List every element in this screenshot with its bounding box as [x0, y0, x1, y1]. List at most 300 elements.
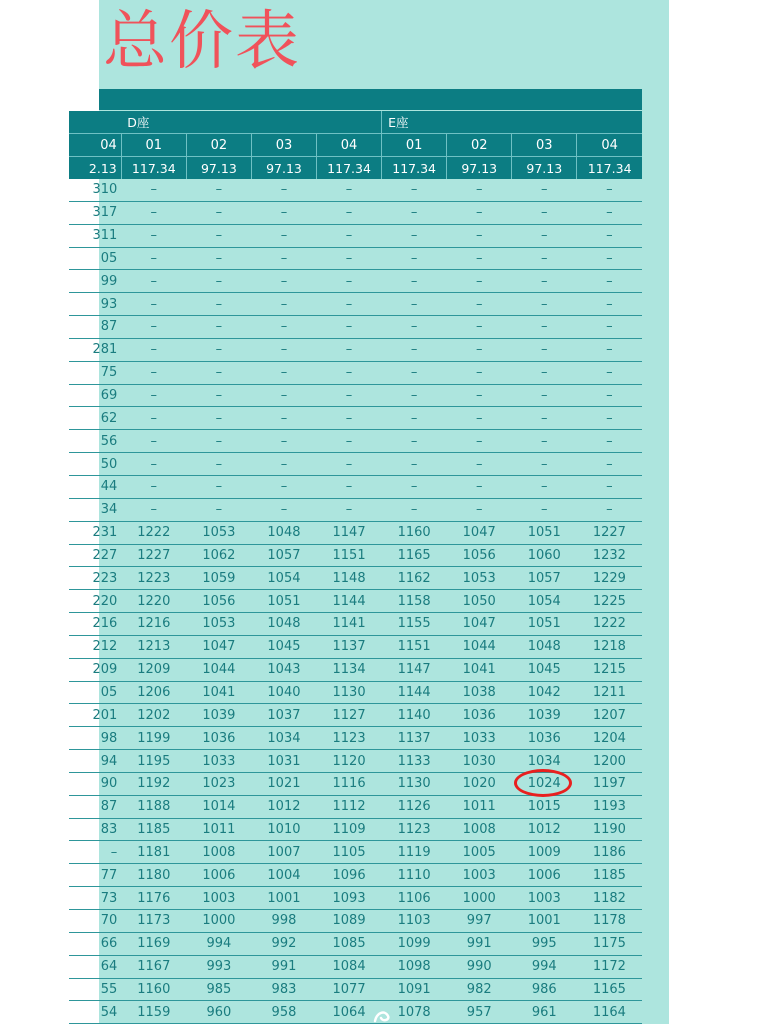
price-document: [88, 0, 669, 1024]
price-cell: 990: [447, 955, 512, 978]
price-cell: 1130: [382, 772, 447, 795]
row-label-cell: 99: [69, 270, 121, 293]
price-cell: –: [186, 407, 251, 430]
area-row: [69, 157, 642, 180]
price-cell: 1098: [382, 955, 447, 978]
table-row: [69, 498, 642, 521]
row-label-cell: 77: [69, 864, 121, 887]
price-cell: 1193: [577, 795, 642, 818]
price-cell: 1033: [186, 750, 251, 773]
table-row: [69, 544, 642, 567]
price-cell: 1155: [382, 613, 447, 636]
price-cell: –: [577, 475, 642, 498]
price-cell: –: [447, 338, 512, 361]
table-row: [69, 932, 642, 955]
price-cell: –: [317, 384, 382, 407]
price-cell: –: [577, 384, 642, 407]
price-cell: 1144: [317, 590, 382, 613]
price-cell: 1160: [121, 978, 186, 1001]
price-cell: –: [382, 201, 447, 224]
price-cell: 1173: [121, 910, 186, 933]
price-cell: 1030: [447, 750, 512, 773]
price-cell: 1012: [512, 818, 577, 841]
table-row: [69, 613, 642, 636]
price-cell: –: [186, 179, 251, 201]
table-row: [69, 887, 642, 910]
table-row: [69, 338, 642, 361]
price-cell: 991: [251, 955, 316, 978]
price-cell: 1099: [382, 932, 447, 955]
price-cell: –: [447, 179, 512, 201]
price-cell: [512, 772, 577, 795]
price-cell: 1047: [186, 635, 251, 658]
price-cell: 1204: [577, 727, 642, 750]
price-cell: –: [382, 453, 447, 476]
area-header-cell: 117.34: [121, 157, 186, 180]
price-cell: 1106: [382, 887, 447, 910]
price-cell: 1009: [512, 841, 577, 864]
price-cell: –: [121, 270, 186, 293]
red-circle-annotation: [514, 769, 572, 797]
price-cell: –: [382, 316, 447, 339]
price-cell: –: [251, 338, 316, 361]
row-label-cell: 94: [69, 750, 121, 773]
group-e: [382, 111, 642, 134]
price-cell: –: [512, 475, 577, 498]
price-cell: –: [382, 361, 447, 384]
price-cell: –: [317, 361, 382, 384]
price-cell: –: [251, 224, 316, 247]
price-cell: –: [447, 361, 512, 384]
price-cell: –: [577, 407, 642, 430]
price-cell: 1165: [382, 544, 447, 567]
price-cell: 1050: [447, 590, 512, 613]
price-cell: 1044: [447, 635, 512, 658]
price-cell: –: [512, 270, 577, 293]
price-cell: –: [186, 224, 251, 247]
price-cell: –: [512, 179, 577, 201]
price-cell: 1178: [577, 910, 642, 933]
price-cell: 998: [251, 910, 316, 933]
price-cell: 1227: [121, 544, 186, 567]
price-cell: 1109: [317, 818, 382, 841]
area-header-cell: 117.34: [577, 157, 642, 180]
table-row: [69, 750, 642, 773]
price-cell: 1001: [251, 887, 316, 910]
price-cell: 994: [512, 955, 577, 978]
price-cell: 1043: [251, 658, 316, 681]
price-cell: 1054: [512, 590, 577, 613]
price-cell: 1006: [186, 864, 251, 887]
row-label-cell: 75: [69, 361, 121, 384]
price-cell: –: [251, 384, 316, 407]
row-label-cell: 05: [69, 681, 121, 704]
price-cell: –: [512, 453, 577, 476]
price-cell: 1225: [577, 590, 642, 613]
table-row: [69, 247, 642, 270]
price-cell: 1207: [577, 704, 642, 727]
price-cell: 1011: [186, 818, 251, 841]
price-cell: 1048: [251, 521, 316, 544]
price-cell: –: [382, 270, 447, 293]
price-cell: 1008: [186, 841, 251, 864]
price-cell: 1229: [577, 567, 642, 590]
area-header-cell: 97.13: [251, 157, 316, 180]
price-cell: –: [317, 475, 382, 498]
price-cell: –: [317, 407, 382, 430]
table-row: [69, 795, 642, 818]
price-cell: 985: [186, 978, 251, 1001]
row-label-cell: 62: [69, 407, 121, 430]
price-cell: 1091: [382, 978, 447, 1001]
row-label-cell: 73: [69, 887, 121, 910]
price-cell: 1180: [121, 864, 186, 887]
unit-header-cell: 01: [382, 134, 447, 157]
price-cell: 1015: [512, 795, 577, 818]
row-label-cell: 87: [69, 795, 121, 818]
price-cell: –: [251, 247, 316, 270]
price-cell: 1000: [186, 910, 251, 933]
price-cell: 1093: [317, 887, 382, 910]
price-cell: –: [447, 247, 512, 270]
price-cell: 1096: [317, 864, 382, 887]
price-cell: –: [317, 179, 382, 201]
price-cell: 1041: [447, 658, 512, 681]
price-cell: 1167: [121, 955, 186, 978]
table-row: [69, 1001, 642, 1024]
price-cell: –: [251, 430, 316, 453]
price-cell: 1147: [382, 658, 447, 681]
table-row: [69, 841, 642, 864]
unit-header-cell: 02: [447, 134, 512, 157]
price-cell: 1222: [577, 613, 642, 636]
price-cell: –: [512, 247, 577, 270]
price-cell: 992: [251, 932, 316, 955]
price-cell: 993: [186, 955, 251, 978]
row-label-cell: 69: [69, 384, 121, 407]
table-row: [69, 201, 642, 224]
group-d-label: D座: [127, 115, 150, 130]
price-cell: 1137: [317, 635, 382, 658]
table-row: [69, 864, 642, 887]
table-row: [69, 704, 642, 727]
price-cell: 1130: [317, 681, 382, 704]
price-cell: –: [317, 316, 382, 339]
price-cell: –: [382, 247, 447, 270]
price-cell: 1007: [251, 841, 316, 864]
price-cell: –: [121, 293, 186, 316]
price-cell: 1105: [317, 841, 382, 864]
price-cell: –: [577, 361, 642, 384]
table-row: [69, 270, 642, 293]
price-cell: 1137: [382, 727, 447, 750]
price-cell: 1000: [447, 887, 512, 910]
price-cell: 983: [251, 978, 316, 1001]
price-cell: –: [317, 498, 382, 521]
price-cell: –: [121, 498, 186, 521]
price-cell: –: [121, 475, 186, 498]
price-cell: –: [382, 293, 447, 316]
price-cell: 1126: [382, 795, 447, 818]
price-cell: 1078: [382, 1001, 447, 1024]
highlighted-price: [528, 776, 561, 791]
price-cell: 957: [447, 1001, 512, 1024]
price-cell: –: [447, 224, 512, 247]
price-cell: 1192: [121, 772, 186, 795]
price-cell: –: [382, 179, 447, 201]
price-cell: 1084: [317, 955, 382, 978]
row-label-cell: 201: [69, 704, 121, 727]
row-label-cell: 220: [69, 590, 121, 613]
price-cell: –: [577, 453, 642, 476]
price-cell: 1053: [186, 521, 251, 544]
table-row: [69, 727, 642, 750]
table-row: [69, 681, 642, 704]
price-cell: –: [186, 498, 251, 521]
price-cell: –: [447, 498, 512, 521]
price-cell: 1014: [186, 795, 251, 818]
price-cell: 1003: [447, 864, 512, 887]
area-header-cell: 97.13: [512, 157, 577, 180]
price-cell: –: [577, 270, 642, 293]
price-cell: 1021: [251, 772, 316, 795]
price-cell: –: [447, 384, 512, 407]
price-cell: 1151: [382, 635, 447, 658]
price-cell: 1175: [577, 932, 642, 955]
price-cell: 1045: [512, 658, 577, 681]
price-cell: 1216: [121, 613, 186, 636]
price-cell: 1123: [317, 727, 382, 750]
price-cell: –: [121, 430, 186, 453]
price-cell: 1039: [512, 704, 577, 727]
unit-header-cell: 03: [251, 134, 316, 157]
price-cell: 1054: [251, 567, 316, 590]
price-cell: –: [512, 361, 577, 384]
price-cell: 1036: [512, 727, 577, 750]
table-row: [69, 453, 642, 476]
price-cell: 1232: [577, 544, 642, 567]
area-header-cell: 97.13: [186, 157, 251, 180]
price-cell: –: [447, 407, 512, 430]
price-cell: –: [251, 361, 316, 384]
row-label-cell: 231: [69, 521, 121, 544]
price-cell: 1169: [121, 932, 186, 955]
price-cell: 1116: [317, 772, 382, 795]
row-label-cell: 05: [69, 247, 121, 270]
price-cell: 986: [512, 978, 577, 1001]
price-cell: 1048: [512, 635, 577, 658]
price-cell: –: [317, 270, 382, 293]
table-row: [69, 316, 642, 339]
area-header-cell: 2.13: [69, 157, 121, 180]
price-cell: –: [317, 338, 382, 361]
table-row: [69, 635, 642, 658]
price-cell: –: [186, 293, 251, 316]
price-cell: –: [577, 430, 642, 453]
price-cell: –: [317, 201, 382, 224]
price-cell: 982: [447, 978, 512, 1001]
scribble-mark: [371, 1008, 393, 1024]
row-label-cell: 311: [69, 224, 121, 247]
row-label-cell: 70: [69, 910, 121, 933]
price-cell: –: [186, 361, 251, 384]
price-cell: 1176: [121, 887, 186, 910]
price-cell: 1047: [447, 521, 512, 544]
price-cell: 1120: [317, 750, 382, 773]
unit-header-cell: 04: [317, 134, 382, 157]
price-cell: –: [186, 338, 251, 361]
table-row: [69, 567, 642, 590]
unit-header-cell: 03: [512, 134, 577, 157]
price-cell: 1213: [121, 635, 186, 658]
price-cell: 1185: [121, 818, 186, 841]
price-cell: 1089: [317, 910, 382, 933]
area-header-cell: 117.34: [382, 157, 447, 180]
row-label-cell: 44: [69, 475, 121, 498]
table-row: [69, 384, 642, 407]
price-cell: 1034: [251, 727, 316, 750]
table-row: [69, 224, 642, 247]
price-cell: 1056: [186, 590, 251, 613]
unit-number-row: [69, 134, 642, 157]
price-cell: –: [186, 453, 251, 476]
price-cell: 1036: [447, 704, 512, 727]
unit-header-cell: 04: [577, 134, 642, 157]
price-table: [69, 111, 642, 1024]
row-label-cell: 34: [69, 498, 121, 521]
price-cell: 1008: [447, 818, 512, 841]
price-cell: –: [251, 453, 316, 476]
price-cell: –: [382, 498, 447, 521]
price-cell: 1159: [121, 1001, 186, 1024]
price-cell: 1023: [186, 772, 251, 795]
group-cell-partial: [69, 111, 121, 134]
price-cell: –: [577, 247, 642, 270]
price-cell: –: [251, 407, 316, 430]
price-cell: –: [121, 224, 186, 247]
group-d: [121, 111, 381, 134]
price-cell: 1182: [577, 887, 642, 910]
price-cell: 1123: [382, 818, 447, 841]
price-cell: –: [317, 293, 382, 316]
table-row: [69, 430, 642, 453]
price-cell: 1056: [447, 544, 512, 567]
price-cell: 1195: [121, 750, 186, 773]
group-e-label: E座: [388, 115, 409, 130]
row-label-cell: 98: [69, 727, 121, 750]
price-cell: 1048: [251, 613, 316, 636]
price-cell: 1038: [447, 681, 512, 704]
price-cell: 1148: [317, 567, 382, 590]
table-row: [69, 910, 642, 933]
price-cell: 1200: [577, 750, 642, 773]
price-table-body: [69, 179, 642, 1024]
row-label-cell: 66: [69, 932, 121, 955]
price-cell: –: [317, 453, 382, 476]
price-cell: 1040: [251, 681, 316, 704]
price-cell: –: [512, 293, 577, 316]
row-label-cell: 87: [69, 316, 121, 339]
price-cell: 1003: [512, 887, 577, 910]
price-cell: 1199: [121, 727, 186, 750]
price-cell: –: [512, 338, 577, 361]
price-cell: –: [577, 498, 642, 521]
price-cell: 997: [447, 910, 512, 933]
price-cell: 1010: [251, 818, 316, 841]
price-cell: 1147: [317, 521, 382, 544]
price-cell: 1012: [251, 795, 316, 818]
price-cell: 1051: [512, 613, 577, 636]
price-cell: 1110: [382, 864, 447, 887]
price-cell: 1186: [577, 841, 642, 864]
highlighted-price-value: 1024: [527, 776, 561, 792]
price-cell: 1141: [317, 613, 382, 636]
table-row: [69, 179, 642, 201]
price-cell: 1042: [512, 681, 577, 704]
row-label-cell: 227: [69, 544, 121, 567]
row-label-cell: 55: [69, 978, 121, 1001]
price-cell: –: [251, 498, 316, 521]
price-cell: –: [251, 316, 316, 339]
price-cell: –: [512, 224, 577, 247]
table-row: [69, 590, 642, 613]
price-cell: 1188: [121, 795, 186, 818]
price-cell: –: [186, 247, 251, 270]
unit-header-cell: 04: [69, 134, 121, 157]
price-cell: 1051: [512, 521, 577, 544]
unit-header-cell: 02: [186, 134, 251, 157]
price-cell: 1037: [251, 704, 316, 727]
row-label-cell: 93: [69, 293, 121, 316]
price-cell: 1202: [121, 704, 186, 727]
price-cell: 1140: [382, 704, 447, 727]
row-label-cell: 83: [69, 818, 121, 841]
price-cell: 1165: [577, 978, 642, 1001]
price-cell: 1185: [577, 864, 642, 887]
area-header-cell: 117.34: [317, 157, 382, 180]
price-cell: –: [512, 498, 577, 521]
price-cell: –: [512, 201, 577, 224]
price-cell: 1045: [251, 635, 316, 658]
price-cell: –: [121, 316, 186, 339]
price-cell: 958: [251, 1001, 316, 1024]
price-cell: 1011: [447, 795, 512, 818]
row-label-cell: –: [69, 841, 121, 864]
price-cell: 1227: [577, 521, 642, 544]
price-cell: 1060: [512, 544, 577, 567]
price-cell: –: [447, 201, 512, 224]
price-cell: 1133: [382, 750, 447, 773]
price-cell: 1031: [251, 750, 316, 773]
price-cell: 1223: [121, 567, 186, 590]
row-label-cell: 209: [69, 658, 121, 681]
row-label-cell: 56: [69, 430, 121, 453]
price-cell: –: [512, 430, 577, 453]
price-cell: –: [121, 384, 186, 407]
table-row: [69, 293, 642, 316]
price-cell: –: [186, 316, 251, 339]
price-cell: 1053: [447, 567, 512, 590]
row-label-cell: 216: [69, 613, 121, 636]
price-cell: 994: [186, 932, 251, 955]
price-cell: 1119: [382, 841, 447, 864]
price-cell: 1181: [121, 841, 186, 864]
price-cell: –: [121, 247, 186, 270]
table-row: [69, 475, 642, 498]
price-cell: –: [186, 475, 251, 498]
price-cell: –: [447, 430, 512, 453]
price-cell: 1077: [317, 978, 382, 1001]
